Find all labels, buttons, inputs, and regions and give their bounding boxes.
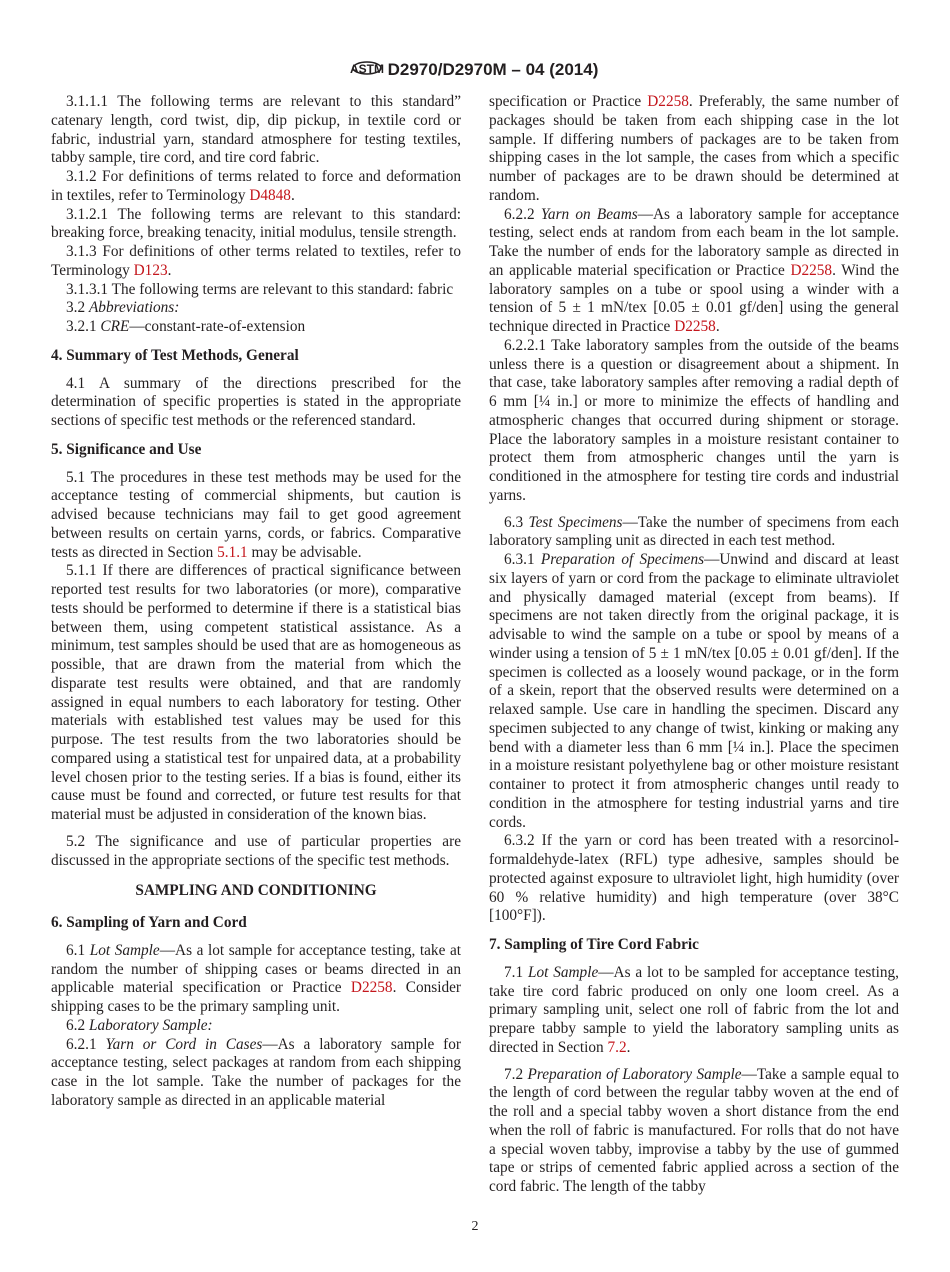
text-run: .	[290, 186, 295, 204]
text-run: 4. Summary of Test Methods, General	[51, 346, 299, 364]
section-heading	[489, 936, 899, 955]
text-run: . Consider shipping cases to be the primary sampling unit.	[51, 979, 461, 1015]
text-run: 6. Sampling of Yarn and Cord	[51, 914, 247, 931]
text-run: —Take the number of specimens from each laboratory sampling unit as directed in each test method.	[489, 513, 899, 550]
text-run: SAMPLING AND CONDITIONING	[135, 882, 377, 900]
text-run: 6.2	[66, 1016, 89, 1034]
text-run: .	[167, 261, 172, 279]
paragraph	[489, 551, 899, 832]
italic-term: Laboratory Sample:	[88, 1016, 213, 1034]
reference-link[interactable]: D2258	[790, 261, 833, 279]
italic-term: Yarn on Beams	[540, 205, 638, 223]
paragraph	[51, 942, 461, 1017]
reference-link[interactable]: 7.2	[607, 1038, 627, 1056]
italic-term: Abbreviations:	[88, 299, 180, 317]
text-run: 6.3.1	[504, 551, 541, 568]
part-heading	[51, 882, 461, 901]
paragraph	[489, 1066, 899, 1197]
text-run: may be advisable.	[247, 543, 362, 561]
italic-term: Lot Sample	[527, 963, 599, 981]
section-heading	[51, 441, 461, 460]
text-run: 6.3	[504, 513, 529, 531]
paragraph	[51, 833, 461, 871]
text-run: 3.2.1	[66, 318, 101, 335]
paragraph	[489, 337, 899, 506]
left-column	[51, 93, 461, 1111]
paragraph	[489, 514, 899, 552]
section-heading	[51, 914, 461, 933]
paragraph	[51, 562, 461, 825]
text-run: 7.1	[504, 963, 528, 981]
text-run: —constant-rate-of-extension	[129, 318, 306, 335]
paragraph	[489, 832, 899, 926]
text-run: specification or Practice	[489, 93, 648, 110]
paragraph	[51, 1036, 461, 1111]
paragraph	[51, 206, 461, 244]
text-run: —Unwind and discard at least six layers of yarn or cord from the package to eliminate ultraviolet and physically damaged material (except from beams). If specimens are not taken directly from the original package, it is advisable to wind the sample on a tube or spool by means of a winder using a tension of 5 ± 1 mN/tex [0.05 ± 0.01 gf/den]. If the specimen is collected as a loosely wound package, or in the form of a skein, report that the observed results were determined on a relaxed sample. Use care in handling the specimen. Discard any specimen subjected to any change of twist, kinking or making any bend with a diameter less than 6 mm [¼ in.]. Place the specimen in a moisture resistant polyethylene bag or other moisture resistant container to protect it from atmospheric changes until ready to condition in the atmosphere for testing industrial yarns and tire cords.	[489, 551, 900, 831]
text-run: —As a lot to be sampled for acceptance testing, take tire cord fabric produced on only one loom creel. As a primary sampling unit, select one roll of fabric from the lot and prepare tabby sample to yield the laboratory sampling units as directed in Section	[489, 963, 900, 1056]
text-run: 5. Significance and Use	[51, 440, 202, 458]
paragraph	[489, 93, 899, 206]
text-run: 6.2.2	[504, 205, 541, 223]
text-run: 4.1 A summary of the directions prescribed for the determination of specific properties is stated in the appropriate sections of specific test methods or the referenced standard.	[51, 374, 461, 429]
paragraph	[51, 318, 461, 337]
text-run: 5.1.1 If there are differences of practical significance between reported test results for two laboratories (or more), comparative tests should be performed to determine if there is a statistical bias between them, using competent statistical assistance. As a minimum, test samples should be used that are as homogeneous as possible, that are drawn from the material from which the disparate test results were obtained, and that are randomly assigned in equal numbers to each laboratory for testing. Other materials with established test values may be used for this purpose. The test results from the two laboratories should be compared using a statistical test for unpaired data, at a probability level chosen prior to the testing series. If a bias is found, either its cause must be found and corrected, or future test results for that material must be adjusted in consideration of the known bias.	[51, 562, 461, 823]
italic-term: CRE	[100, 318, 130, 335]
reference-link[interactable]: D123	[133, 261, 168, 279]
text-run: 3.2	[66, 299, 89, 317]
paragraph	[51, 469, 461, 563]
text-run: 3.1.1.1 The following terms are relevant to this standard” catenary length, cord twist, dip, dip pickup, in textile cord or fabric, industrial yarn, standard atmosphere for testing textiles, tabby sample, tire cord, and tire cord fabric.	[51, 93, 461, 167]
text-run: —As a laboratory sample for acceptance testing, select ends at random from each beam in the lot sample. Take the number of ends for the laboratory sample as directed in an applicable material specification or Practice	[489, 205, 899, 279]
section-heading	[51, 347, 461, 366]
text-run: —As a lot sample for acceptance testing, take at random the number of shipping cases or beams directed in an applicable material specification or Practice	[51, 941, 461, 997]
text-run: 6.2.1	[66, 1035, 106, 1053]
paragraph	[51, 1017, 461, 1036]
astm-logo-icon	[349, 56, 384, 80]
text-run: 5.1 The procedures in these test methods may be used for the acceptance testing of commercial shipments, but caution is advised because technicians may fail to get good agreement between results on certain yarns, cords, or fabrics. Comparative tests as directed in Section	[51, 468, 461, 561]
text-run: 3.1.2 For definitions of terms related to force and deformation in textiles, refer to Terminology	[51, 168, 461, 204]
text-run: 3.1.3.1 The following terms are relevant to this standard: fabric	[66, 280, 454, 298]
page-header	[0, 56, 950, 80]
text-run: 6.1	[66, 941, 90, 959]
text-run: .	[626, 1038, 631, 1056]
reference-link[interactable]: D4848	[249, 186, 291, 204]
paragraph	[51, 93, 461, 168]
paragraph	[51, 299, 461, 318]
text-run: .	[715, 318, 720, 335]
text-run: 5.2 The significance and use of particular properties are discussed in the appropriate sections of the specific test methods.	[51, 832, 461, 869]
text-run: —Take a sample equal to the length of cord between the regular tabby woven at the end of the roll and a special tabby woven a short distance from the end when the roll of fabric is manufactured. For rolls that do not have a special woven tabby, improvise a tabby by the use of gummed tape or strips of cemented fabric applied across a section of the cord fabric. The length of the tabby	[489, 1065, 899, 1195]
text-run: 3.1.2.1 The following terms are relevant to this standard: breaking force, breaking tenacity, initial modulus, tensile strength.	[51, 205, 461, 242]
text-run: 7. Sampling of Tire Cord Fabric	[489, 936, 699, 953]
standard-designation: D2970/D2970M – 04 (2014)	[387, 60, 599, 79]
reference-link[interactable]: D2258	[674, 318, 716, 335]
page-number: 2	[471, 1219, 479, 1234]
text-run: 6.3.2 If the yarn or cord has been treated with a resorcinol-formaldehyde-latex (RFL) type adhesive, samples should be protected against exposure to ultraviolet light, high humidity (over 60 % relative humidity) and high temperature (over 38°C [100°F]).	[489, 832, 899, 925]
text-run: . Preferably, the same number of packages should be taken from each shipping case in the lot sample. If differing numbers of packages are to be taken from shipping cases in the lot sample, the cases from which a specific number of packages are to be drawn should be determined at random.	[489, 93, 900, 204]
italic-term: Preparation of Laboratory Sample	[527, 1065, 742, 1083]
text-run: 6.2.2.1 Take laboratory samples from the outside of the beams unless there is a question or disagreement about a shipment. In that case, take laboratory samples after removing a radial depth of 6 mm [¼ in.] or more to minimize the effects of handling and atmospheric changes that occurred during shipment or storage. Place the laboratory samples in a moisture resistant container to protect them from atmospheric changes until the yarn is conditioned in the atmosphere for testing tire cords and industrial yarns.	[489, 336, 899, 504]
italic-term: Lot Sample	[89, 941, 160, 959]
italic-term: Yarn or Cord in Cases	[105, 1035, 263, 1053]
paragraph	[51, 375, 461, 431]
italic-term: Preparation of Specimens	[540, 551, 705, 568]
paragraph	[51, 281, 461, 300]
text-run: 3.1.3 For definitions of other terms related to textiles, refer to Terminology	[51, 243, 461, 279]
paragraph	[51, 243, 461, 281]
paragraph	[489, 964, 899, 1058]
right-column	[489, 93, 899, 1197]
text-run: —As a laboratory sample for acceptance testing, select packages at random from each shipping case in the lot sample. Take the number of packages for the laboratory sample as directed in an applicable material	[51, 1035, 461, 1109]
text-run: 7.2	[504, 1065, 528, 1083]
paragraph	[489, 206, 899, 337]
reference-link[interactable]: 5.1.1	[217, 543, 248, 561]
reference-link[interactable]: D2258	[647, 93, 689, 110]
italic-term: Test Specimens	[528, 513, 623, 531]
text-run: . Wind the laboratory samples on a tube or spool using a winder with a tension of 5 ± 1 mN/tex [0.05 ± 0.01 gf/den] using the general technique directed in Practice	[489, 261, 899, 335]
paragraph	[51, 168, 461, 206]
svg-text:ASTM: ASTM	[349, 62, 384, 76]
reference-link[interactable]: D2258	[350, 979, 393, 997]
